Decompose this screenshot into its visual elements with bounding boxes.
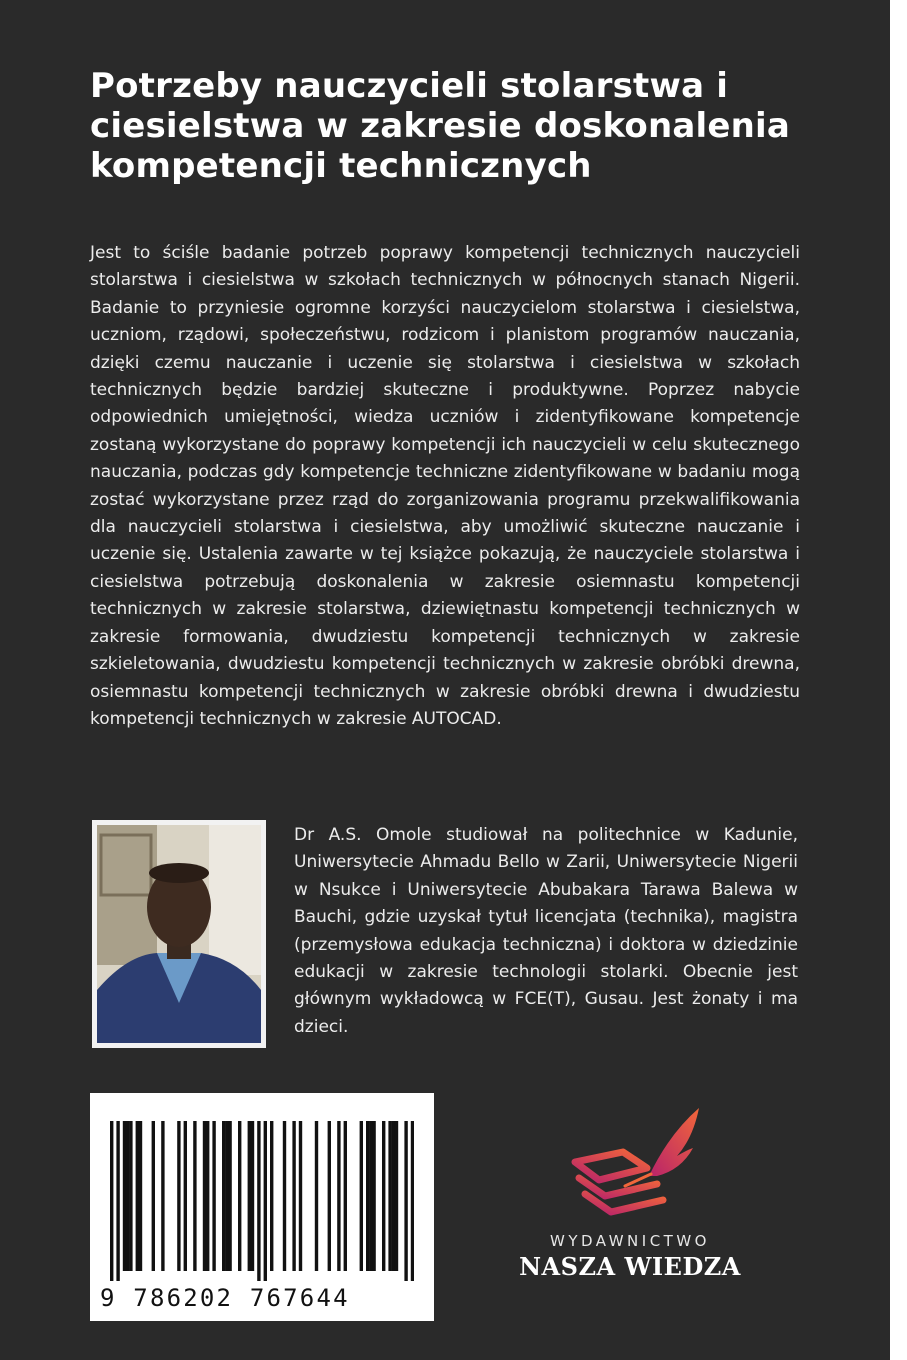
barcode-bar <box>184 1121 187 1271</box>
barcode <box>90 1093 434 1321</box>
book-blurb: Jest to ściśle badanie potrzeb poprawy kompetencji technicznych nauczycieli stolarstwa i ciesielstwa w szkołach technicznych w północnych stanach Nigerii. Badanie to przyniesie ogromne korzyści nauczycielom stolarstwa i ciesielstwa, uczniom, rządowi, społeczeństwu, rodzicom i planistom programów nauczania, dzięki czemu nauczanie i uczenie się stolarstwa i ciesielstwa w szkołach technicznych będzie bardziej skuteczne i produktywne. Poprzez nabycie odpowiednich umiejętności, wiedza uczniów i zidentyfikowane kompetencje zostaną wykorzystane do poprawy kompetencji ich nauczycieli w celu skutecznego nauczania, podczas gdy kompetencje techniczne zidentyfikowane w badaniu mogą zostać wykorzystane przez rząd do zorganizowania programu przekwalifikowania dla nauczycieli stolarstwa i ciesielstwa, aby umożliwić skuteczne nauczanie i uczenie się. Ustalenia zawarte w tej książce pokazują, że nauczyciele stolarstwa i ciesielstwa potrzebują doskonalenia w zakresie osiemnastu kompetencji technicznych w zakresie stolarstwa, dziewiętnastu kompetencji technicznych w zakresie formowania, dwudziestu kompetencji technicznych w zakresie szkieletowania, dwudziestu kompetencji technicznych w zakresie obróbki drewna, osiemnastu kompetencji technicznych w zakresie obróbki drewna i dwudziestu kompetencji technicznych w zakresie AUTOCAD. <box>90 243 800 729</box>
barcode-bar <box>372 1121 375 1271</box>
barcode-bar <box>123 1121 126 1271</box>
barcode-bar <box>225 1121 228 1271</box>
barcode-bar <box>369 1121 372 1271</box>
barcode-bar <box>203 1121 206 1271</box>
book-title: Potrzeby nauczycieli stolarstwa i ciesielstwa w zakresie doskonalenia kompetencji technicznych <box>90 66 791 186</box>
barcode-bar <box>193 1121 196 1271</box>
barcode-bar <box>315 1121 318 1271</box>
barcode-digits: 9 786202 767644 <box>100 1284 350 1312</box>
barcode-bar <box>139 1121 142 1271</box>
barcode-bar <box>161 1121 164 1271</box>
publisher-logo-block <box>510 1098 750 1288</box>
barcode-bar <box>299 1121 302 1271</box>
barcode-bar <box>177 1121 180 1271</box>
barcode-bar <box>228 1121 231 1271</box>
barcode-bar <box>366 1121 369 1271</box>
barcode-bar <box>129 1121 132 1271</box>
barcode-bar <box>292 1121 295 1271</box>
barcode-bar <box>152 1121 155 1271</box>
barcode-bar <box>404 1121 407 1281</box>
barcode-bar <box>411 1121 414 1281</box>
barcode-bar <box>270 1121 273 1271</box>
author-bio: Dr A.S. Omole studiował na politechnice w Kadunie, Uniwersytecie Ahmadu Bello w Zarii, Uniwersytecie Nigerii w Nsukce i Uniwersytecie Abubakara Tarawa Balewa w Bauchi, gdzie uzyskał tytuł licencjata (technika), magistra (przemysłowa edukacja techniczna) i doktora w dziedzinie edukacji w zakresie technologii stolarki. Obecnie jest głównym wykładowcą w FCE(T), Gusau. Jest żonaty i ma dzieci. <box>294 825 798 1037</box>
barcode-bar <box>388 1121 391 1271</box>
barcode-bar <box>264 1121 267 1281</box>
author-photo <box>92 820 266 1048</box>
barcode-bar <box>382 1121 385 1271</box>
book-quill-icon <box>565 1104 705 1222</box>
barcode-bar <box>206 1121 209 1271</box>
barcode-bar <box>248 1121 251 1271</box>
barcode-bar <box>126 1121 129 1271</box>
barcode-bar <box>283 1121 286 1271</box>
barcode-bar <box>251 1121 254 1271</box>
barcode-bar <box>392 1121 395 1271</box>
barcode-bar <box>395 1121 398 1271</box>
barcode-bar <box>116 1121 119 1281</box>
barcode-bar <box>212 1121 215 1271</box>
barcode-bar <box>136 1121 139 1271</box>
barcode-bar <box>238 1121 241 1271</box>
barcode-bar <box>344 1121 347 1271</box>
barcode-bar <box>222 1121 225 1271</box>
barcode-bar <box>328 1121 331 1271</box>
barcode-bar <box>257 1121 260 1281</box>
barcode-bar <box>110 1121 113 1281</box>
barcode-bar <box>360 1121 363 1271</box>
barcode-bar <box>337 1121 340 1271</box>
barcode-bars <box>110 1121 414 1281</box>
publisher-label: WYDAWNICTWO <box>550 1232 710 1250</box>
publisher-name: NASZA WIEDZA <box>519 1252 741 1281</box>
